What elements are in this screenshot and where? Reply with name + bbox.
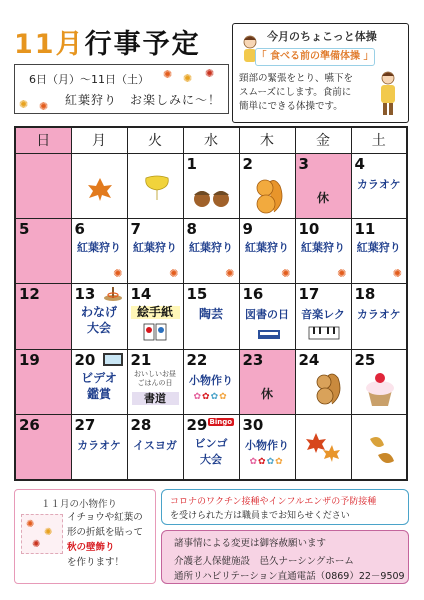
- calendar-cell: [295, 219, 351, 284]
- calendar-cell: [15, 219, 71, 284]
- date-number: 26: [19, 416, 40, 435]
- calendar-cell: [127, 349, 183, 414]
- person-exercising-icon: [375, 70, 401, 116]
- day-header-tuesday: 火: [127, 127, 183, 153]
- date-number: 22: [186, 350, 208, 369]
- squirrel-icon: [312, 368, 342, 408]
- calendar-cell: [351, 219, 407, 284]
- event-label: ビンゴ: [194, 437, 228, 451]
- event-date: 6日（月）～11日（土）: [29, 73, 149, 86]
- date-number: 3: [298, 154, 309, 173]
- calendar-cell: [71, 153, 127, 218]
- date-number: 16: [242, 285, 264, 304]
- craft-line1: イチョウや紅葉の: [67, 512, 143, 523]
- calendar-cell: [127, 284, 183, 349]
- calendar-table: [14, 126, 408, 481]
- date-number: 17: [298, 285, 320, 304]
- calendar-cell: [15, 415, 71, 480]
- cupcake-icon: [362, 370, 398, 408]
- date-number: 11: [354, 220, 376, 239]
- date-number: 29: [186, 416, 208, 435]
- maple-leaf-icon: ✺: [32, 539, 41, 550]
- calendar-cell: [15, 153, 71, 218]
- calendar-cell: [183, 219, 239, 284]
- squirrel-icon: [252, 172, 286, 216]
- exercise-box: [232, 23, 409, 123]
- maple-leaf-icon: ✺: [169, 267, 179, 281]
- acorns-icon: [190, 184, 234, 208]
- calendar-cell: [71, 284, 127, 349]
- day-header-friday: 金: [295, 127, 351, 153]
- calendar-cell: [295, 153, 351, 218]
- calendar-week: [15, 219, 407, 284]
- holiday-label: 休: [316, 190, 329, 205]
- craft-title: １１月の小物作り: [41, 499, 118, 510]
- calendar-cell: [351, 284, 407, 349]
- ring-toss-icon: [102, 286, 124, 302]
- event-label: 書道: [132, 392, 179, 405]
- date-number: 9: [242, 220, 253, 239]
- chestnut-leaf-icon: [85, 176, 115, 202]
- ginkgo-leaf-icon: ✺: [183, 72, 193, 85]
- event-label: 紅葉狩り: [189, 241, 233, 255]
- craft-line2: 形の折紙を貼って: [67, 527, 144, 538]
- vaccination-line1: コロナのワクチン接種やインフルエンザの予防接種: [170, 497, 377, 507]
- calendar-cell: [239, 415, 295, 480]
- event-notice-box: [14, 64, 229, 114]
- calendar-cell: [239, 219, 295, 284]
- ginkgo-leaf-icon: [142, 174, 172, 202]
- calendar-week: [15, 415, 407, 480]
- date-number: 19: [19, 350, 40, 369]
- day-header-saturday: 土: [351, 127, 407, 153]
- day-header-wednesday: 水: [183, 127, 239, 153]
- date-number: 8: [186, 220, 197, 239]
- maple-leaf-icon: ✺: [281, 267, 291, 281]
- facility-info-box: [161, 530, 409, 584]
- date-number: 28: [130, 416, 152, 435]
- maple-leaf-icon: ✺: [39, 100, 49, 113]
- calendar-cell: [127, 153, 183, 218]
- title-rest: 行事予定: [84, 29, 201, 60]
- calendar-cell: [71, 219, 127, 284]
- maple-leaf-icon: ✺: [205, 67, 215, 80]
- event-label: 紅葉狩り: [356, 241, 401, 255]
- calendar-cell: [71, 415, 127, 480]
- day-header-sunday: 日: [15, 127, 71, 153]
- lunch-note-line2: ごはんの日: [137, 378, 173, 387]
- date-number: 18: [354, 285, 376, 304]
- keyboard-icon: [308, 326, 340, 340]
- day-header-monday: 月: [71, 127, 127, 153]
- date-number: 15: [186, 285, 208, 304]
- event-label: 紅葉狩り: [77, 241, 121, 255]
- date-number: 2: [242, 154, 253, 173]
- calendar-cell: [295, 284, 351, 349]
- title-month: 11月: [14, 29, 85, 60]
- calendar-cell: [295, 415, 351, 480]
- date-number: 14: [130, 285, 152, 304]
- calendar-week: [15, 284, 407, 349]
- calendar-cell: [127, 415, 183, 480]
- calendar-cell: [183, 153, 239, 218]
- exercise-description: 頸部の緊張をとり、嚥下をスムーズにします。食前に簡単にできる体操です。: [239, 73, 354, 112]
- date-number: 23: [242, 350, 264, 369]
- craft-line3: を作ります！: [67, 557, 125, 568]
- event-label: 紅葉狩り: [245, 241, 289, 255]
- vaccination-notice: [161, 489, 409, 525]
- event-text: 紅葉狩り お楽しみに～！: [65, 93, 222, 107]
- event-label: 図書の日: [245, 308, 289, 322]
- date-number: 7: [130, 220, 141, 239]
- event-label: イスヨガ: [133, 439, 177, 453]
- calendar-cell: [351, 349, 407, 414]
- tv-icon: [102, 352, 124, 368]
- event-label-line2: 大会: [86, 321, 111, 336]
- calendar-cell: [15, 349, 71, 414]
- maple-leaf-icon: ✺: [337, 267, 347, 281]
- date-number: 6: [74, 220, 85, 239]
- maple-leaf-icon: ✺: [225, 267, 235, 281]
- calendar-cell: [351, 415, 407, 480]
- page-title: [14, 22, 201, 60]
- vaccination-line2: を受けられた方は職員までお知らせください: [170, 511, 350, 521]
- event-label: カラオケ: [356, 308, 401, 322]
- date-number: 4: [354, 154, 365, 173]
- calendar-cell: [71, 349, 127, 414]
- maple-leaf-icon: ✺: [26, 519, 35, 530]
- flower-row-icon: ✿✿✿✿: [193, 391, 228, 402]
- picture-letter-icon: [142, 322, 170, 342]
- calendar-cell: [183, 349, 239, 414]
- maple-leaf-icon: ✺: [392, 267, 402, 281]
- autumn-leaves-icon: [304, 429, 344, 469]
- maple-leaf-icon: ✺: [113, 267, 123, 281]
- event-label: 紅葉狩り: [301, 241, 345, 255]
- event-label-line2: 鑑賞: [86, 386, 111, 401]
- calendar-cell: [351, 153, 407, 218]
- day-header-thursday: 木: [239, 127, 295, 153]
- calendar-week: [15, 349, 407, 414]
- event-label-line2: 大会: [200, 453, 222, 467]
- book-icon: [256, 326, 282, 342]
- craft-info-box: [14, 489, 156, 584]
- event-label: 音楽レク: [301, 308, 345, 322]
- change-notice: 諸事情による変更は御容赦願います: [174, 538, 327, 549]
- date-number: 27: [74, 416, 96, 435]
- date-number: 13: [74, 285, 96, 304]
- calendar-cell: [127, 219, 183, 284]
- bingo-badge: Bingo: [209, 418, 233, 427]
- maple-leaf-icon: ✺: [163, 68, 173, 81]
- event-label: 小物作り: [189, 373, 233, 387]
- calendar-cell: [239, 284, 295, 349]
- date-number: 25: [354, 350, 376, 369]
- date-number: 12: [19, 285, 40, 304]
- event-label: 絵手紙: [131, 306, 180, 319]
- event-label: カラオケ: [356, 177, 401, 191]
- calendar-cell: [239, 349, 295, 414]
- event-label: ビデオ: [81, 370, 117, 385]
- date-number: 10: [298, 220, 320, 239]
- calendar-week: [15, 153, 407, 218]
- date-number: 5: [19, 220, 30, 239]
- calendar-cell: [15, 284, 71, 349]
- calendar-cell: [183, 415, 239, 480]
- wall-decoration-image: [21, 514, 63, 554]
- holiday-label: 休: [260, 386, 273, 401]
- ginkgo-leaf-icon: ✺: [19, 98, 29, 111]
- lunch-note-line1: おいしいお昼: [134, 369, 176, 378]
- calendar-cell: [295, 349, 351, 414]
- facility-name: 介護老人保健施設 邑久ナーシングホーム: [174, 556, 354, 567]
- event-label: わなげ: [80, 305, 117, 320]
- calendar-header-row: [15, 127, 407, 153]
- date-number: 1: [186, 154, 197, 173]
- date-number: 21: [130, 350, 152, 369]
- exercise-name: 「 食べる前の準備体操 」: [255, 48, 375, 66]
- craft-highlight: 秋の壁飾り: [67, 542, 115, 553]
- exercise-title: 今月のちょこっと体操: [267, 30, 377, 43]
- date-number: 24: [298, 350, 320, 369]
- date-number: 30: [242, 416, 264, 435]
- flower-row-icon: ✿✿✿✿: [249, 457, 284, 468]
- ginkgo-leaf-icon: ✺: [44, 527, 53, 538]
- calendar-cell: [183, 284, 239, 349]
- fallen-leaves-icon: [362, 429, 400, 469]
- event-label: 小物作り: [245, 439, 289, 453]
- craft-description: [67, 510, 155, 570]
- calendar-cell: [239, 153, 295, 218]
- date-number: 20: [74, 350, 96, 369]
- facility-phone: 通所リハビリテーション直通電話（0869）22－9509: [174, 571, 405, 582]
- event-label: カラオケ: [77, 439, 121, 453]
- event-label: 紅葉狩り: [133, 241, 177, 255]
- event-label: 陶芸: [198, 307, 223, 322]
